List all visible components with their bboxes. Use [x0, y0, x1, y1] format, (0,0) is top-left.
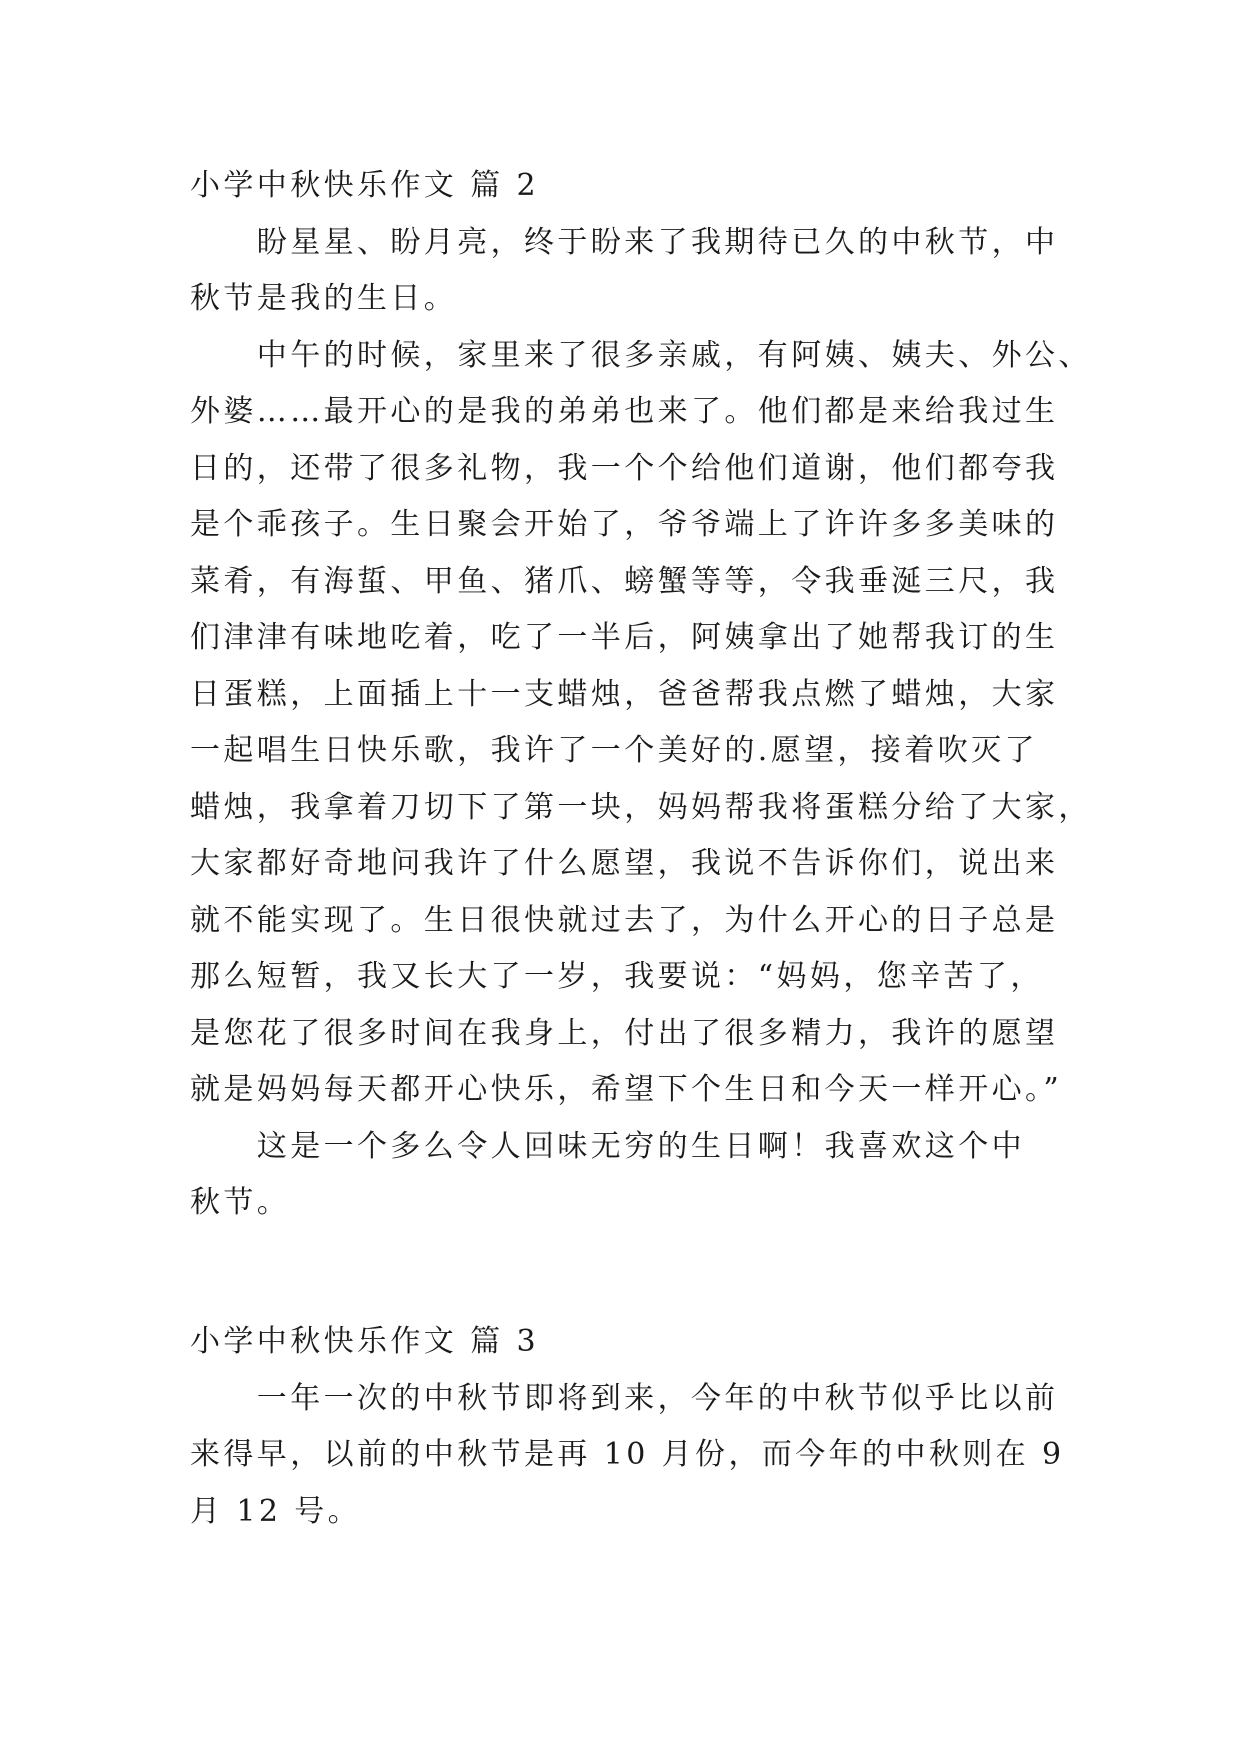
section-heading: 小学中秋快乐作文 篇 2 [190, 168, 539, 203]
text-line: 盼星星、盼月亮，终于盼来了我期待已久的中秋节，中 [190, 224, 1059, 260]
text-line: 就不能实现了。生日很快就过去了，为什么开心的日子总是 [190, 902, 1059, 938]
text-line: 月 12 号。 [190, 1493, 362, 1529]
text-line: 日的，还带了很多礼物，我一个个给他们道谢，他们都夸我 [190, 450, 1059, 486]
text-line: 们津津有味地吃着，吃了一半后，阿姨拿出了她帮我订的生 [190, 620, 1059, 655]
essay-section-3 [190, 1314, 1065, 1540]
text-line: 外婆……最开心的是我的弟弟也来了。他们都是来给我过生 [190, 394, 1059, 429]
paragraph [190, 1119, 1048, 1232]
text-line: 那么短暂，我又长大了一岁，我要说：“妈妈，您辛苦了， [190, 959, 1044, 994]
section-heading: 小学中秋快乐作文 篇 3 [190, 1324, 539, 1359]
text-line: 大家都好奇地问我许了什么愿望，我说不告诉你们，说出来 [190, 846, 1059, 881]
text-line: 日蛋糕，上面插上十一支蜡烛，爸爸帮我点燃了蜡烛，大家 [190, 676, 1059, 712]
text-line: 来得早，以前的中秋节是再 10 月份，而今年的中秋则在 9 [190, 1437, 1065, 1472]
text-line: 秋节是我的生日。 [190, 281, 458, 316]
paragraph [190, 215, 1059, 328]
text-line: 一起唱生日快乐歌，我许了一个美好的.愿望，接着吹灭了 [190, 733, 1038, 768]
text-line: 是个乖孩子。生日聚会开始了，爷爷端上了许许多多美味的 [190, 507, 1059, 542]
paragraph [190, 1371, 1065, 1541]
text-line: 是您花了很多时间在我身上，付出了很多精力，我许的愿望 [190, 1015, 1059, 1051]
text-line: 菜肴，有海蜇、甲鱼、猪爪、螃蟹等等，令我垂涎三尺，我 [190, 563, 1059, 599]
paragraph [190, 328, 1092, 1119]
text-line: 这是一个多么令人回味无穷的生日啊！我喜欢这个中 [190, 1128, 1025, 1164]
text-line: 中午的时候，家里来了很多亲戚，有阿姨、姨夫、外公、 [190, 337, 1092, 373]
essay-section-2 [190, 158, 1092, 1232]
text-line: 秋节。 [190, 1185, 291, 1220]
text-line: 蜡烛，我拿着刀切下了第一块，妈妈帮我将蛋糕分给了大家， [190, 789, 1092, 825]
text-line: 就是妈妈每天都开心快乐，希望下个生日和今天一样开心。” [190, 1072, 1063, 1107]
text-line: 一年一次的中秋节即将到来，今年的中秋节似乎比以前 [190, 1380, 1059, 1416]
